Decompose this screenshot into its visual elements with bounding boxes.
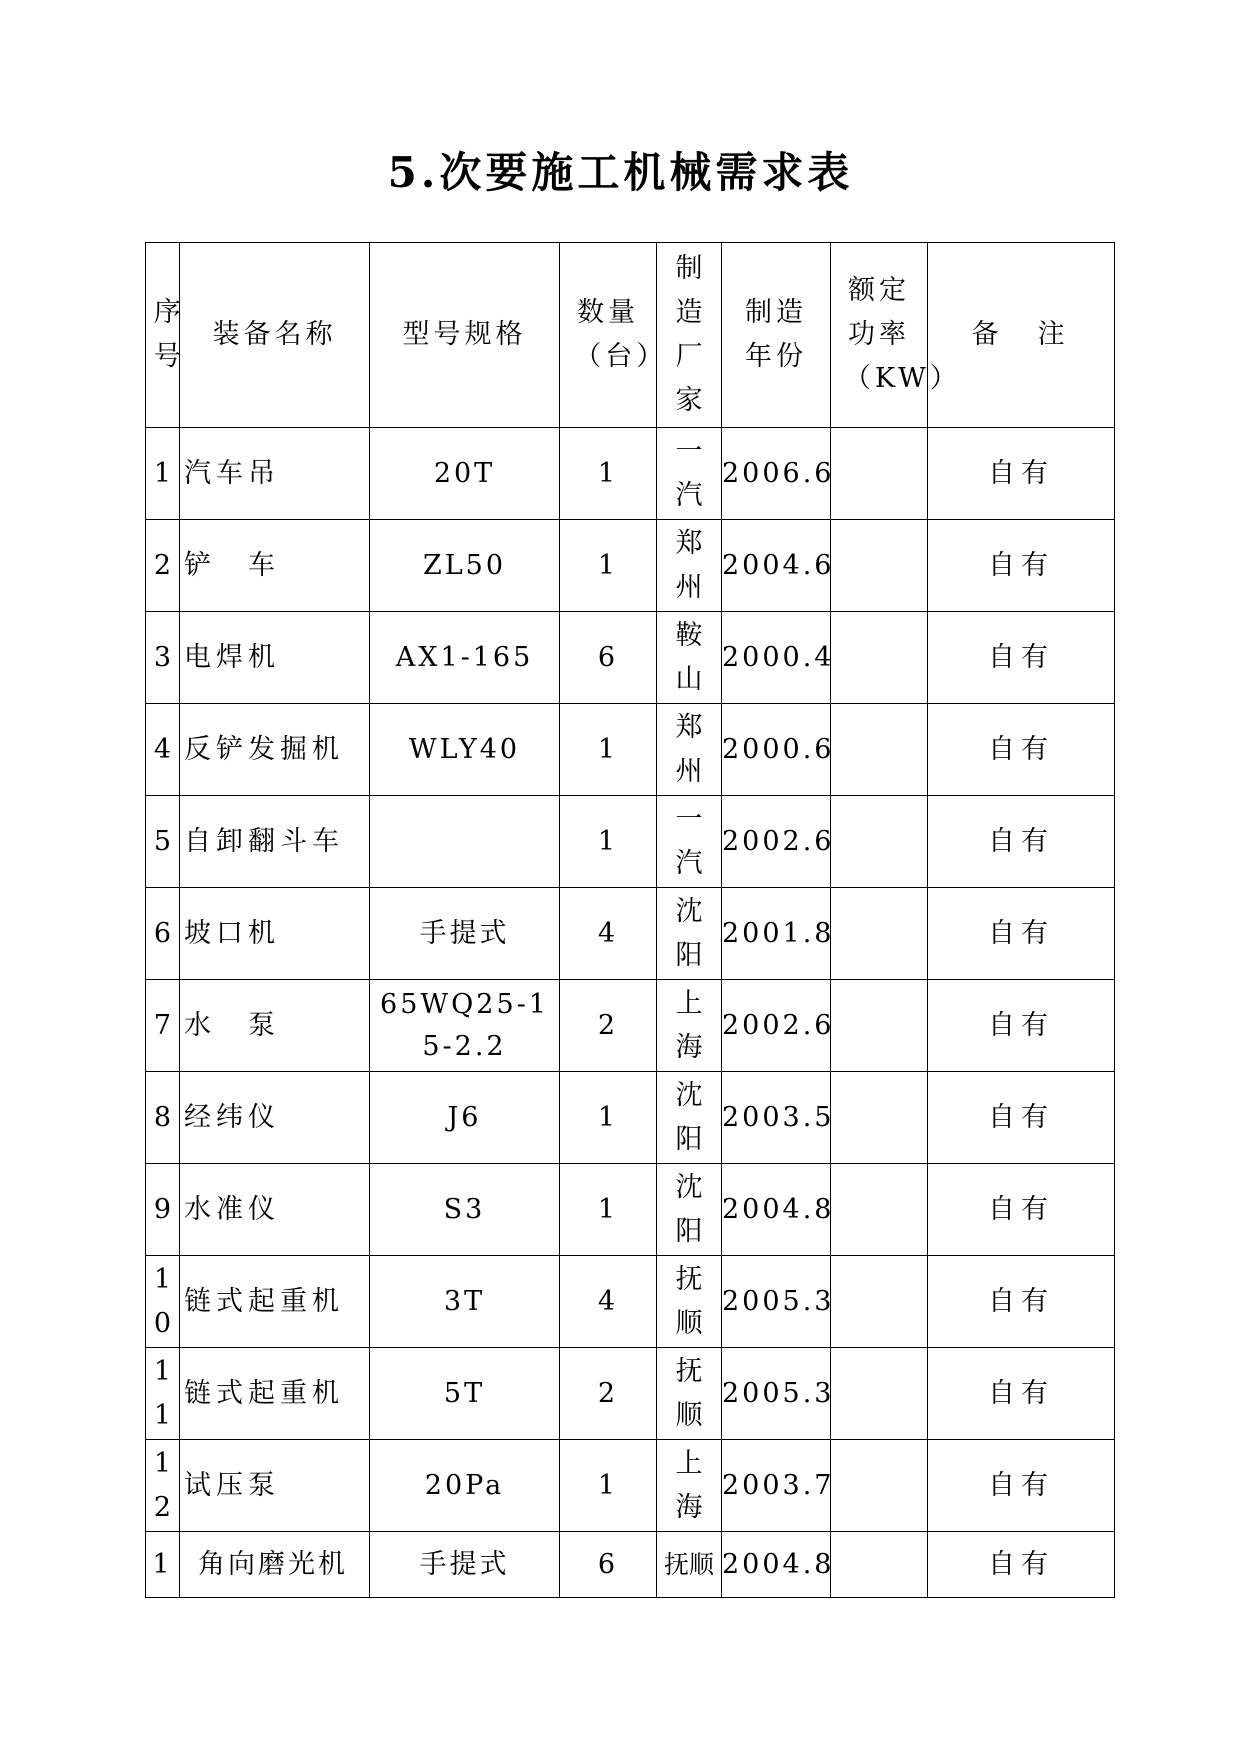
cell-year: 2003.7: [722, 1440, 831, 1532]
cell-maker: 抚顺: [657, 1256, 722, 1348]
cell-name: 经纬仪: [180, 1072, 370, 1164]
cell-power: [831, 1164, 928, 1256]
table-row: [146, 980, 1115, 1072]
header-power: 额定功率（KW）: [831, 243, 928, 428]
cell-year: 2003.5: [722, 1072, 831, 1164]
cell-note: 自有: [928, 612, 1115, 704]
cell-year: 2001.8: [722, 888, 831, 980]
cell-index: 1: [146, 1532, 180, 1598]
cell-note: 自有: [928, 796, 1115, 888]
cell-model: ZL50: [370, 520, 560, 612]
cell-maker: 上海: [657, 1440, 722, 1532]
cell-index: 9: [146, 1164, 180, 1256]
cell-name: 角向磨光机: [180, 1532, 370, 1598]
cell-name: 反铲发掘机: [180, 704, 370, 796]
cell-qty: 1: [560, 428, 657, 520]
cell-maker: 鞍山: [657, 612, 722, 704]
page-title: 5.次要施工机械需求表: [387, 148, 854, 197]
cell-index: 11: [146, 1348, 180, 1440]
table-row: [146, 704, 1115, 796]
table-row: [146, 796, 1115, 888]
cell-model: 5T: [370, 1348, 560, 1440]
cell-index: 4: [146, 704, 180, 796]
cell-maker: 一汽: [657, 796, 722, 888]
cell-note: 自有: [928, 1348, 1115, 1440]
header-qty: 数量（台）: [560, 243, 657, 428]
table-row: [146, 888, 1115, 980]
cell-year: 2000.6: [722, 704, 831, 796]
cell-maker: 抚顺: [657, 1348, 722, 1440]
cell-power: [831, 704, 928, 796]
cell-year: 2002.6: [722, 980, 831, 1072]
cell-model: WLY40: [370, 704, 560, 796]
table-row: [146, 1072, 1115, 1164]
cell-model: [370, 796, 560, 888]
cell-index: 7: [146, 980, 180, 1072]
cell-name: 铲 车: [180, 520, 370, 612]
cell-year: 2004.8: [722, 1164, 831, 1256]
header-year: 制造年份: [722, 243, 831, 428]
table-row: [146, 1348, 1115, 1440]
cell-index: 2: [146, 520, 180, 612]
cell-year: 2005.3: [722, 1348, 831, 1440]
cell-model: 3T: [370, 1256, 560, 1348]
cell-maker: 沈阳: [657, 1072, 722, 1164]
cell-qty: 6: [560, 612, 657, 704]
header-note: 备 注: [928, 243, 1115, 428]
cell-qty: 1: [560, 520, 657, 612]
header-row: [146, 243, 1115, 428]
cell-power: [831, 888, 928, 980]
cell-name: 水 泵: [180, 980, 370, 1072]
equipment-table: [145, 242, 1115, 1598]
header-index: 序号: [146, 243, 180, 428]
cell-name: 链式起重机: [180, 1348, 370, 1440]
cell-power: [831, 1348, 928, 1440]
cell-power: [831, 1440, 928, 1532]
cell-note: 自有: [928, 1440, 1115, 1532]
cell-index: 1: [146, 428, 180, 520]
cell-qty: 1: [560, 1164, 657, 1256]
cell-model: S3: [370, 1164, 560, 1256]
cell-index: 10: [146, 1256, 180, 1348]
header-model: 型号规格: [370, 243, 560, 428]
cell-index: 3: [146, 612, 180, 704]
header-name: 装备名称: [180, 243, 370, 428]
cell-note: 自有: [928, 1164, 1115, 1256]
cell-year: 2000.4: [722, 612, 831, 704]
cell-qty: 1: [560, 1440, 657, 1532]
cell-power: [831, 796, 928, 888]
cell-note: 自有: [928, 1072, 1115, 1164]
cell-qty: 1: [560, 796, 657, 888]
cell-qty: 2: [560, 1348, 657, 1440]
table-row: [146, 520, 1115, 612]
cell-year: 2006.6: [722, 428, 831, 520]
cell-power: [831, 520, 928, 612]
table-row: [146, 612, 1115, 704]
cell-name: 电焊机: [180, 612, 370, 704]
cell-model: AX1-165: [370, 612, 560, 704]
cell-maker: 郑州: [657, 704, 722, 796]
cell-qty: 1: [560, 704, 657, 796]
cell-year: 2004.8: [722, 1532, 831, 1598]
cell-model: 手提式: [370, 888, 560, 980]
cell-name: 水准仪: [180, 1164, 370, 1256]
cell-note: 自有: [928, 704, 1115, 796]
cell-note: 自有: [928, 428, 1115, 520]
cell-model: 20Pa: [370, 1440, 560, 1532]
cell-index: 12: [146, 1440, 180, 1532]
table-row: [146, 428, 1115, 520]
header-maker: 制造厂家: [657, 243, 722, 428]
cell-index: 6: [146, 888, 180, 980]
cell-model: 20T: [370, 428, 560, 520]
cell-maker: 郑州: [657, 520, 722, 612]
cell-index: 8: [146, 1072, 180, 1164]
cell-name: 试压泵: [180, 1440, 370, 1532]
cell-model: 手提式: [370, 1532, 560, 1598]
table-row: [146, 1440, 1115, 1532]
cell-maker: 沈阳: [657, 1164, 722, 1256]
cell-maker: 一汽: [657, 428, 722, 520]
cell-qty: 2: [560, 980, 657, 1072]
cell-year: 2005.3: [722, 1256, 831, 1348]
cell-note: 自有: [928, 980, 1115, 1072]
cell-note: 自有: [928, 520, 1115, 612]
cell-maker: 沈阳: [657, 888, 722, 980]
cell-note: 自有: [928, 1532, 1115, 1598]
cell-qty: 4: [560, 888, 657, 980]
cell-maker: 抚顺: [657, 1532, 722, 1598]
cell-power: [831, 428, 928, 520]
cell-name: 自卸翻斗车: [180, 796, 370, 888]
table-row: [146, 1256, 1115, 1348]
cell-qty: 6: [560, 1532, 657, 1598]
cell-power: [831, 1532, 928, 1598]
cell-power: [831, 1072, 928, 1164]
cell-model: J6: [370, 1072, 560, 1164]
cell-name: 链式起重机: [180, 1256, 370, 1348]
cell-year: 2002.6: [722, 796, 831, 888]
table-row: [146, 1164, 1115, 1256]
cell-index: 5: [146, 796, 180, 888]
cell-name: 坡口机: [180, 888, 370, 980]
cell-note: 自有: [928, 1256, 1115, 1348]
cell-qty: 1: [560, 1072, 657, 1164]
cell-power: [831, 980, 928, 1072]
cell-maker: 上海: [657, 980, 722, 1072]
cell-qty: 4: [560, 1256, 657, 1348]
cell-power: [831, 1256, 928, 1348]
cell-name: 汽车吊: [180, 428, 370, 520]
table-row: [146, 1532, 1115, 1598]
cell-power: [831, 612, 928, 704]
cell-note: 自有: [928, 888, 1115, 980]
cell-model: 65WQ25-15-2.2: [370, 980, 560, 1072]
cell-year: 2004.6: [722, 520, 831, 612]
